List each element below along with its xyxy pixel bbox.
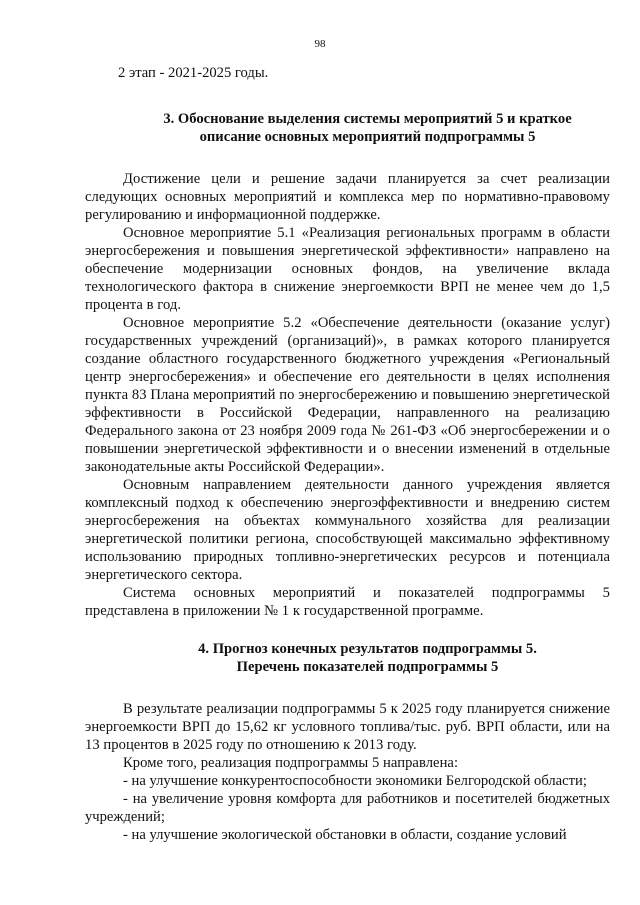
section-3-title-line-1: 3. Обоснование выделения системы мероприятий 5 и краткое xyxy=(163,111,572,127)
page-number: 98 xyxy=(314,38,326,50)
section-3-paragraph: Основное мероприятие 5.2 «Обеспечение деятельности (оказание услуг) государственных учреждений (организаций)», в рамках которого планируется создание областного государственного бюджетного учреждения «Региональный центр энергосбережения» и обеспечение его деятельности в целях исполнения пункта 83 Плана мероприятий по энергосбережению и повышению энергетической эффективности в Российской Федерации, направленного на реализацию Федерального закона от 23 ноября 2009 года № 261-ФЗ «Об энергосбережении и о повышении энергетической эффективности и о внесении изменений в отдельные законодательные акты Российской Федерации». xyxy=(85,315,610,475)
section-3-heading xyxy=(85,110,610,146)
list-item: - на улучшение конкурентоспособности экономики Белгородской области; xyxy=(123,773,587,789)
stage-line: 2 этап - 2021-2025 годы. xyxy=(118,65,269,81)
section-3-paragraph: Система основных мероприятий и показателей подпрограммы 5 представлена в приложении № 1 к государственной программе. xyxy=(85,585,610,619)
section-4-title-line-1: 4. Прогноз конечных результатов подпрограммы 5. xyxy=(198,641,537,657)
section-3-paragraph: Основное мероприятие 5.1 «Реализация региональных программ в области энергосбережения и повышения энергетической эффективности» направлено на обеспечение модернизации основных фондов, на увеличение вклада технологического фактора в снижение энергоемкости ВРП не менее чем до 1,5 процента в год. xyxy=(85,225,610,313)
section-3-title-line-2: описание основных мероприятий подпрограммы 5 xyxy=(199,129,536,145)
section-4-paragraph: В результате реализации подпрограммы 5 к 2025 году планируется снижение энергоемкости ВРП до 15,62 кг условного топлива/тыс. руб. ВРП области, или на 13 процентов в 2025 году по отношению к 2013 году. xyxy=(85,701,610,753)
list-item: - на улучшение экологической обстановки в области, создание условий xyxy=(123,827,567,843)
section-3-paragraph: Основным направлением деятельности данного учреждения является комплексный подход к обеспечению энергоэффективности и внедрению систем энергосбережения на объектах коммунального хозяйства для реализации энергетической политики региона, способствующей максимально эффективному использованию природных топливно-энергетических ресурсов и потенциала энергетического сектора. xyxy=(85,477,610,583)
list-item: - на увеличение уровня комфорта для работников и посетителей бюджетных учреждений; xyxy=(85,791,610,825)
section-4-title-line-2: Перечень показателей подпрограммы 5 xyxy=(236,659,499,675)
page-content xyxy=(85,58,610,844)
section-4-heading xyxy=(85,640,610,676)
section-4-paragraph: Кроме того, реализация подпрограммы 5 направлена: xyxy=(123,755,459,771)
section-3-paragraph: Достижение цели и решение задачи планируется за счет реализации следующих основных мероприятий и комплекса мер по нормативно-правовому регулированию и информационной поддержке. xyxy=(85,171,610,223)
